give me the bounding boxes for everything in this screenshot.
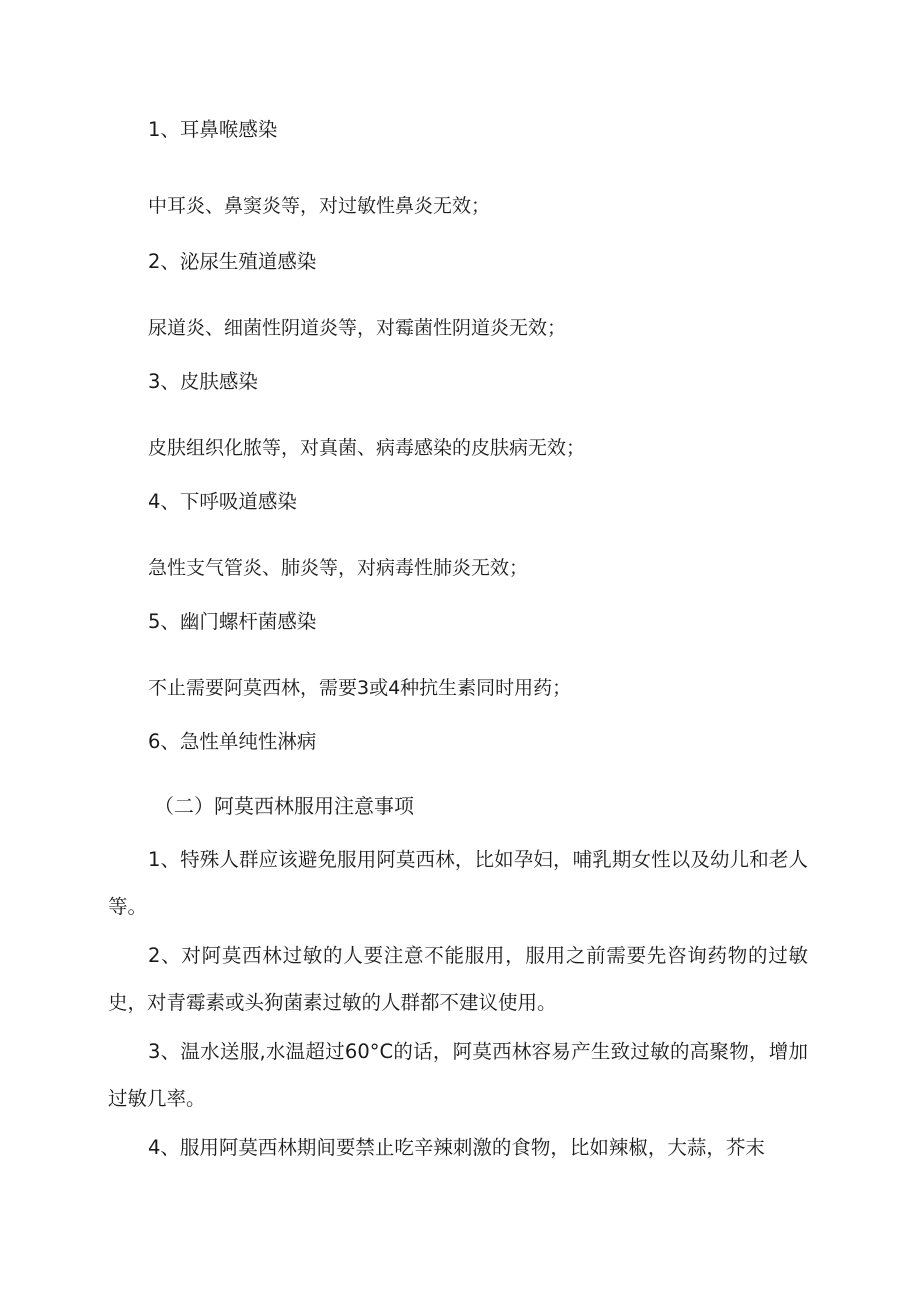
indication-heading-5: 5、幽门螺杆菌感染 [148, 610, 317, 633]
indication-desc-2: 尿道炎、细菌性阴道炎等，对霉菌性阴道炎无效； [148, 317, 567, 339]
section-title: （二）阿莫西林服用注意事项 [154, 794, 414, 818]
indication-desc-1: 中耳炎、鼻窦炎等，对过敏性鼻炎无效； [148, 195, 491, 217]
indication-heading-2: 2、泌尿生殖道感染 [148, 250, 317, 273]
indication-heading-6: 6、急性单纯性淋病 [148, 730, 317, 753]
indication-heading-3: 3、皮肤感染 [148, 370, 258, 393]
indication-desc-5: 不止需要阿莫西林，需要3或4种抗生素同时用药； [148, 677, 572, 699]
indication-heading-4: 4、下呼吸道感染 [148, 490, 297, 513]
note-paragraph-1: 1、特殊人群应该避免服用阿莫西林，比如孕妇，哺乳期女性以及幼儿和老人等。 [108, 848, 808, 918]
note-paragraph-2: 2、对阿莫西林过敏的人要注意不能服用，服用之前需要先咨询药物的过敏史，对青霉素或头狗菌素过敏的人群都不建议使用。 [108, 944, 808, 1014]
indication-desc-4: 急性支气管炎、肺炎等，对病毒性肺炎无效； [148, 557, 529, 579]
indication-heading-1: 1、耳鼻喉感染 [148, 118, 278, 141]
indication-desc-3: 皮肤组织化脓等，对真菌、病毒感染的皮肤病无效； [148, 437, 586, 459]
note-paragraph-3: 3、温水送服,水温超过60°C的话，阿莫西林容易产生致过敏的高聚物，增加过敏几率。 [108, 1040, 808, 1110]
note-paragraph-4: 4、服用阿莫西林期间要禁止吃辛辣刺激的食物，比如辣椒，大蒜，芥末 [148, 1136, 765, 1159]
